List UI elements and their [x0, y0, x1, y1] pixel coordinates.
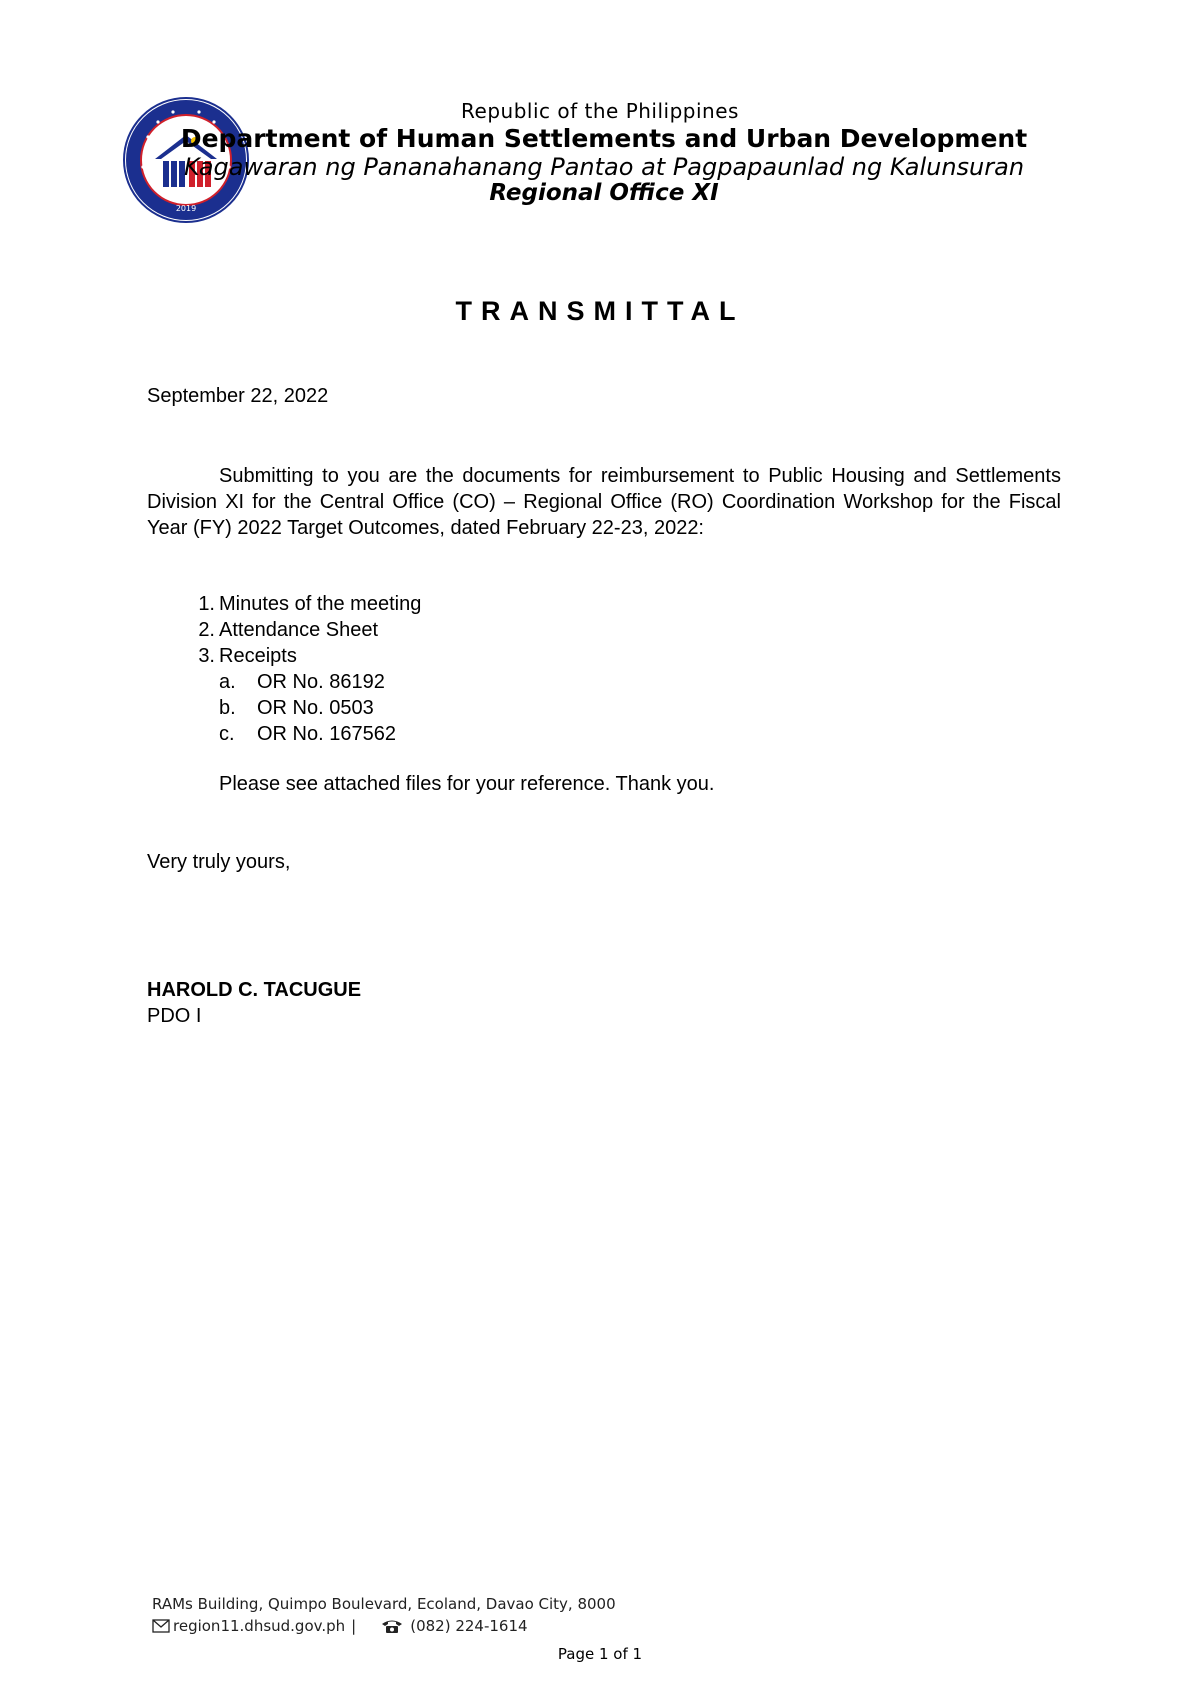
envelope-icon: [152, 1619, 170, 1633]
republic-heading: Republic of the Philippines: [461, 99, 739, 123]
list-item-text: Receipts: [219, 645, 297, 667]
sub-list-item-text: OR No. 86192: [257, 671, 385, 693]
list-item-number: 2.: [198, 619, 215, 641]
signatory-name: HAROLD C. TACUGUE: [147, 979, 362, 1001]
footer-phone: (082) 224-1614: [410, 1617, 528, 1635]
department-filipino-heading: Kagawaran ng Pananahanang Pantao at Pagpapaunlad ng Kalunsuran: [183, 153, 1025, 181]
closing-salutation: Very truly yours,: [147, 851, 291, 873]
sub-list-item-text: OR No. 0503: [257, 697, 374, 719]
list-item-number: 1.: [198, 593, 215, 615]
sub-list-item-text: OR No. 167562: [257, 723, 396, 745]
regional-office-heading: Regional Office XI: [489, 180, 719, 206]
logo-year: 2019: [175, 204, 197, 213]
document-date: September 22, 2022: [147, 385, 329, 407]
list-item-text: Minutes of the meeting: [219, 593, 422, 615]
footer-contact: [152, 1617, 528, 1635]
footer-separator: |: [351, 1617, 357, 1635]
document-title: TRANSMITTAL: [455, 296, 745, 326]
page-number: Page 1 of 1: [557, 1645, 643, 1663]
list-item-text: Attendance Sheet: [219, 619, 379, 641]
department-heading: Department of Human Settlements and Urban Development: [180, 124, 1028, 153]
reference-note: Please see attached files for your reference. Thank you.: [219, 773, 715, 795]
list-item-number: 3.: [198, 645, 215, 667]
footer-email: region11.dhsud.gov.ph: [173, 1617, 346, 1635]
signatory-title: PDO I: [147, 1005, 202, 1027]
telephone-icon: [380, 1618, 404, 1634]
footer-address: RAMs Building, Quimpo Boulevard, Ecoland, Davao City, 8000: [152, 1595, 616, 1613]
body-paragraph: Submitting to you are the documents for reimbursement to Public Housing and Settlements Division XI for the Central Office (CO) – Regional Office (RO) Coordination Workshop for the Fiscal Year (FY) 2022 Target Outcomes, dated February 22-23, 2022:: [147, 465, 1061, 539]
